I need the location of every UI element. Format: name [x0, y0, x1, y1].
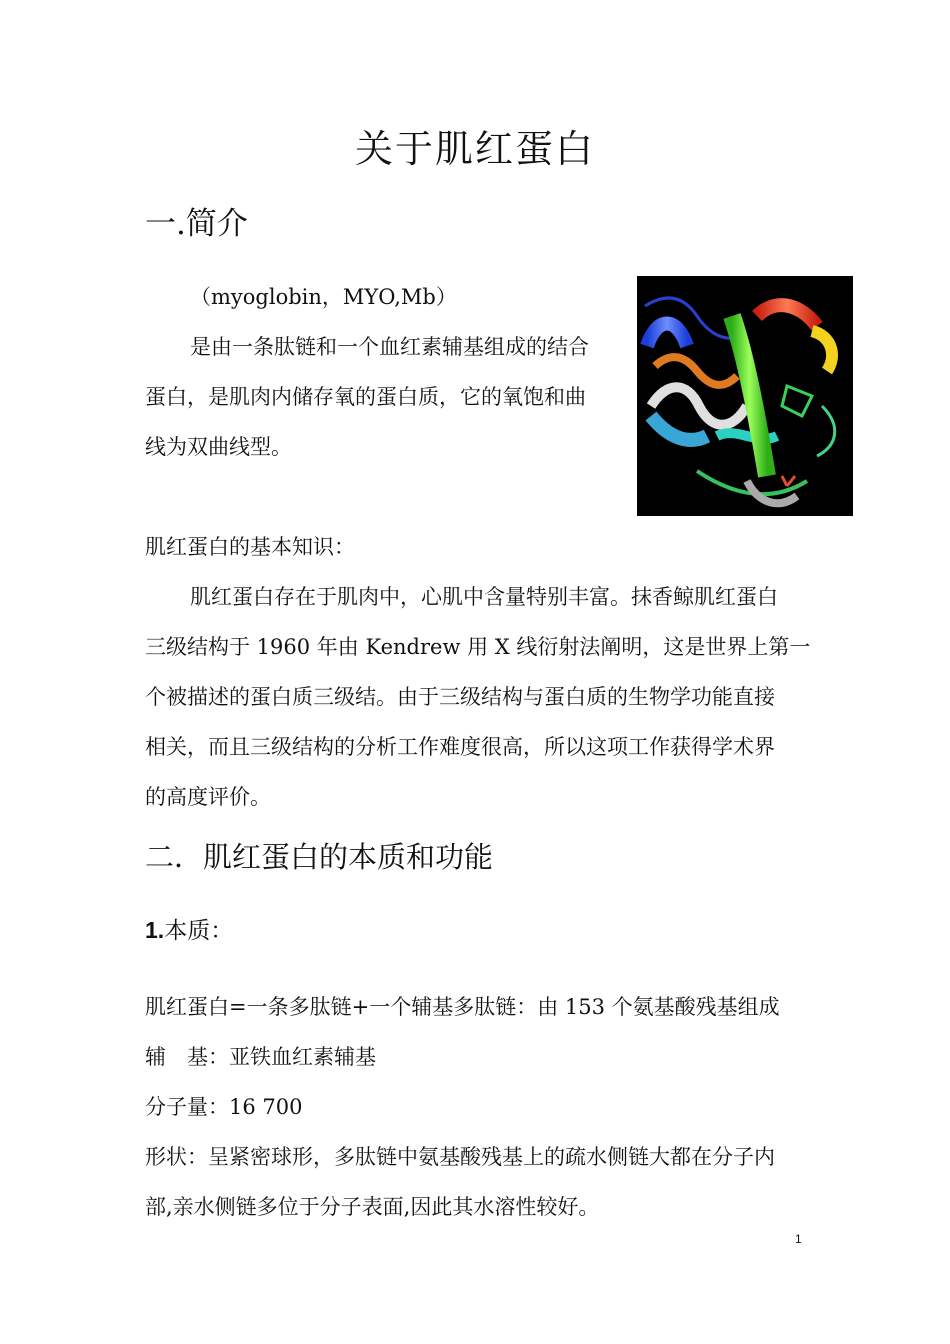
intro-line-3: 线为双曲线型。	[145, 435, 292, 459]
myoglobin-structure-image	[637, 276, 853, 516]
essence-line-2: 辅 基：亚铁血红素辅基	[145, 1045, 376, 1069]
subsection-number: 1.	[145, 917, 165, 943]
basics-line-1: 肌红蛋白存在于肌肉中，心肌中含量特别丰富。抹香鲸肌红蛋白	[190, 585, 778, 609]
subsection-label: 本质：	[164, 918, 234, 944]
basics-label: 肌红蛋白的基本知识：	[145, 535, 355, 559]
section-1-heading: 一.简介	[145, 206, 248, 242]
essence-line-4: 形状：呈紧密球形，多肽链中氨基酸残基上的疏水侧链大都在分子内	[145, 1145, 775, 1169]
intro-line-1: 是由一条肽链和一个血红素辅基组成的结合	[190, 335, 589, 359]
basics-line-2: 三级结构于 1960 年由 Kendrew 用 X 线衍射法阐明，这是世界上第一	[145, 635, 811, 659]
essence-line-3: 分子量：16 700	[145, 1095, 303, 1119]
intro-line-2: 蛋白，是肌肉内储存氧的蛋白质，它的氧饱和曲	[145, 385, 586, 409]
subsection-heading-essence	[145, 912, 233, 945]
section-2-heading: 二．肌红蛋白的本质和功能	[145, 840, 494, 874]
basics-line-4: 相关，而且三级结构的分析工作难度很高，所以这项工作获得学术界	[145, 735, 775, 759]
essence-line-1: 肌红蛋白=一条多肽链+一个辅基多肽链：由 153 个氨基酸残基组成	[145, 995, 780, 1019]
basics-line-3: 个被描述的蛋白质三级结。由于三级结构与蛋白质的生物学功能直接	[145, 685, 775, 709]
abbreviation-line: （myoglobin，MYO,Mb）	[190, 285, 457, 309]
essence-line-5: 部,亲水侧链多位于分子表面,因此其水溶性较好。	[145, 1195, 600, 1219]
page-number: 1	[795, 1232, 802, 1246]
protein-ribbon-graphic	[637, 276, 853, 516]
page-title: 关于肌红蛋白	[354, 127, 595, 171]
basics-line-5: 的高度评价。	[145, 785, 271, 809]
